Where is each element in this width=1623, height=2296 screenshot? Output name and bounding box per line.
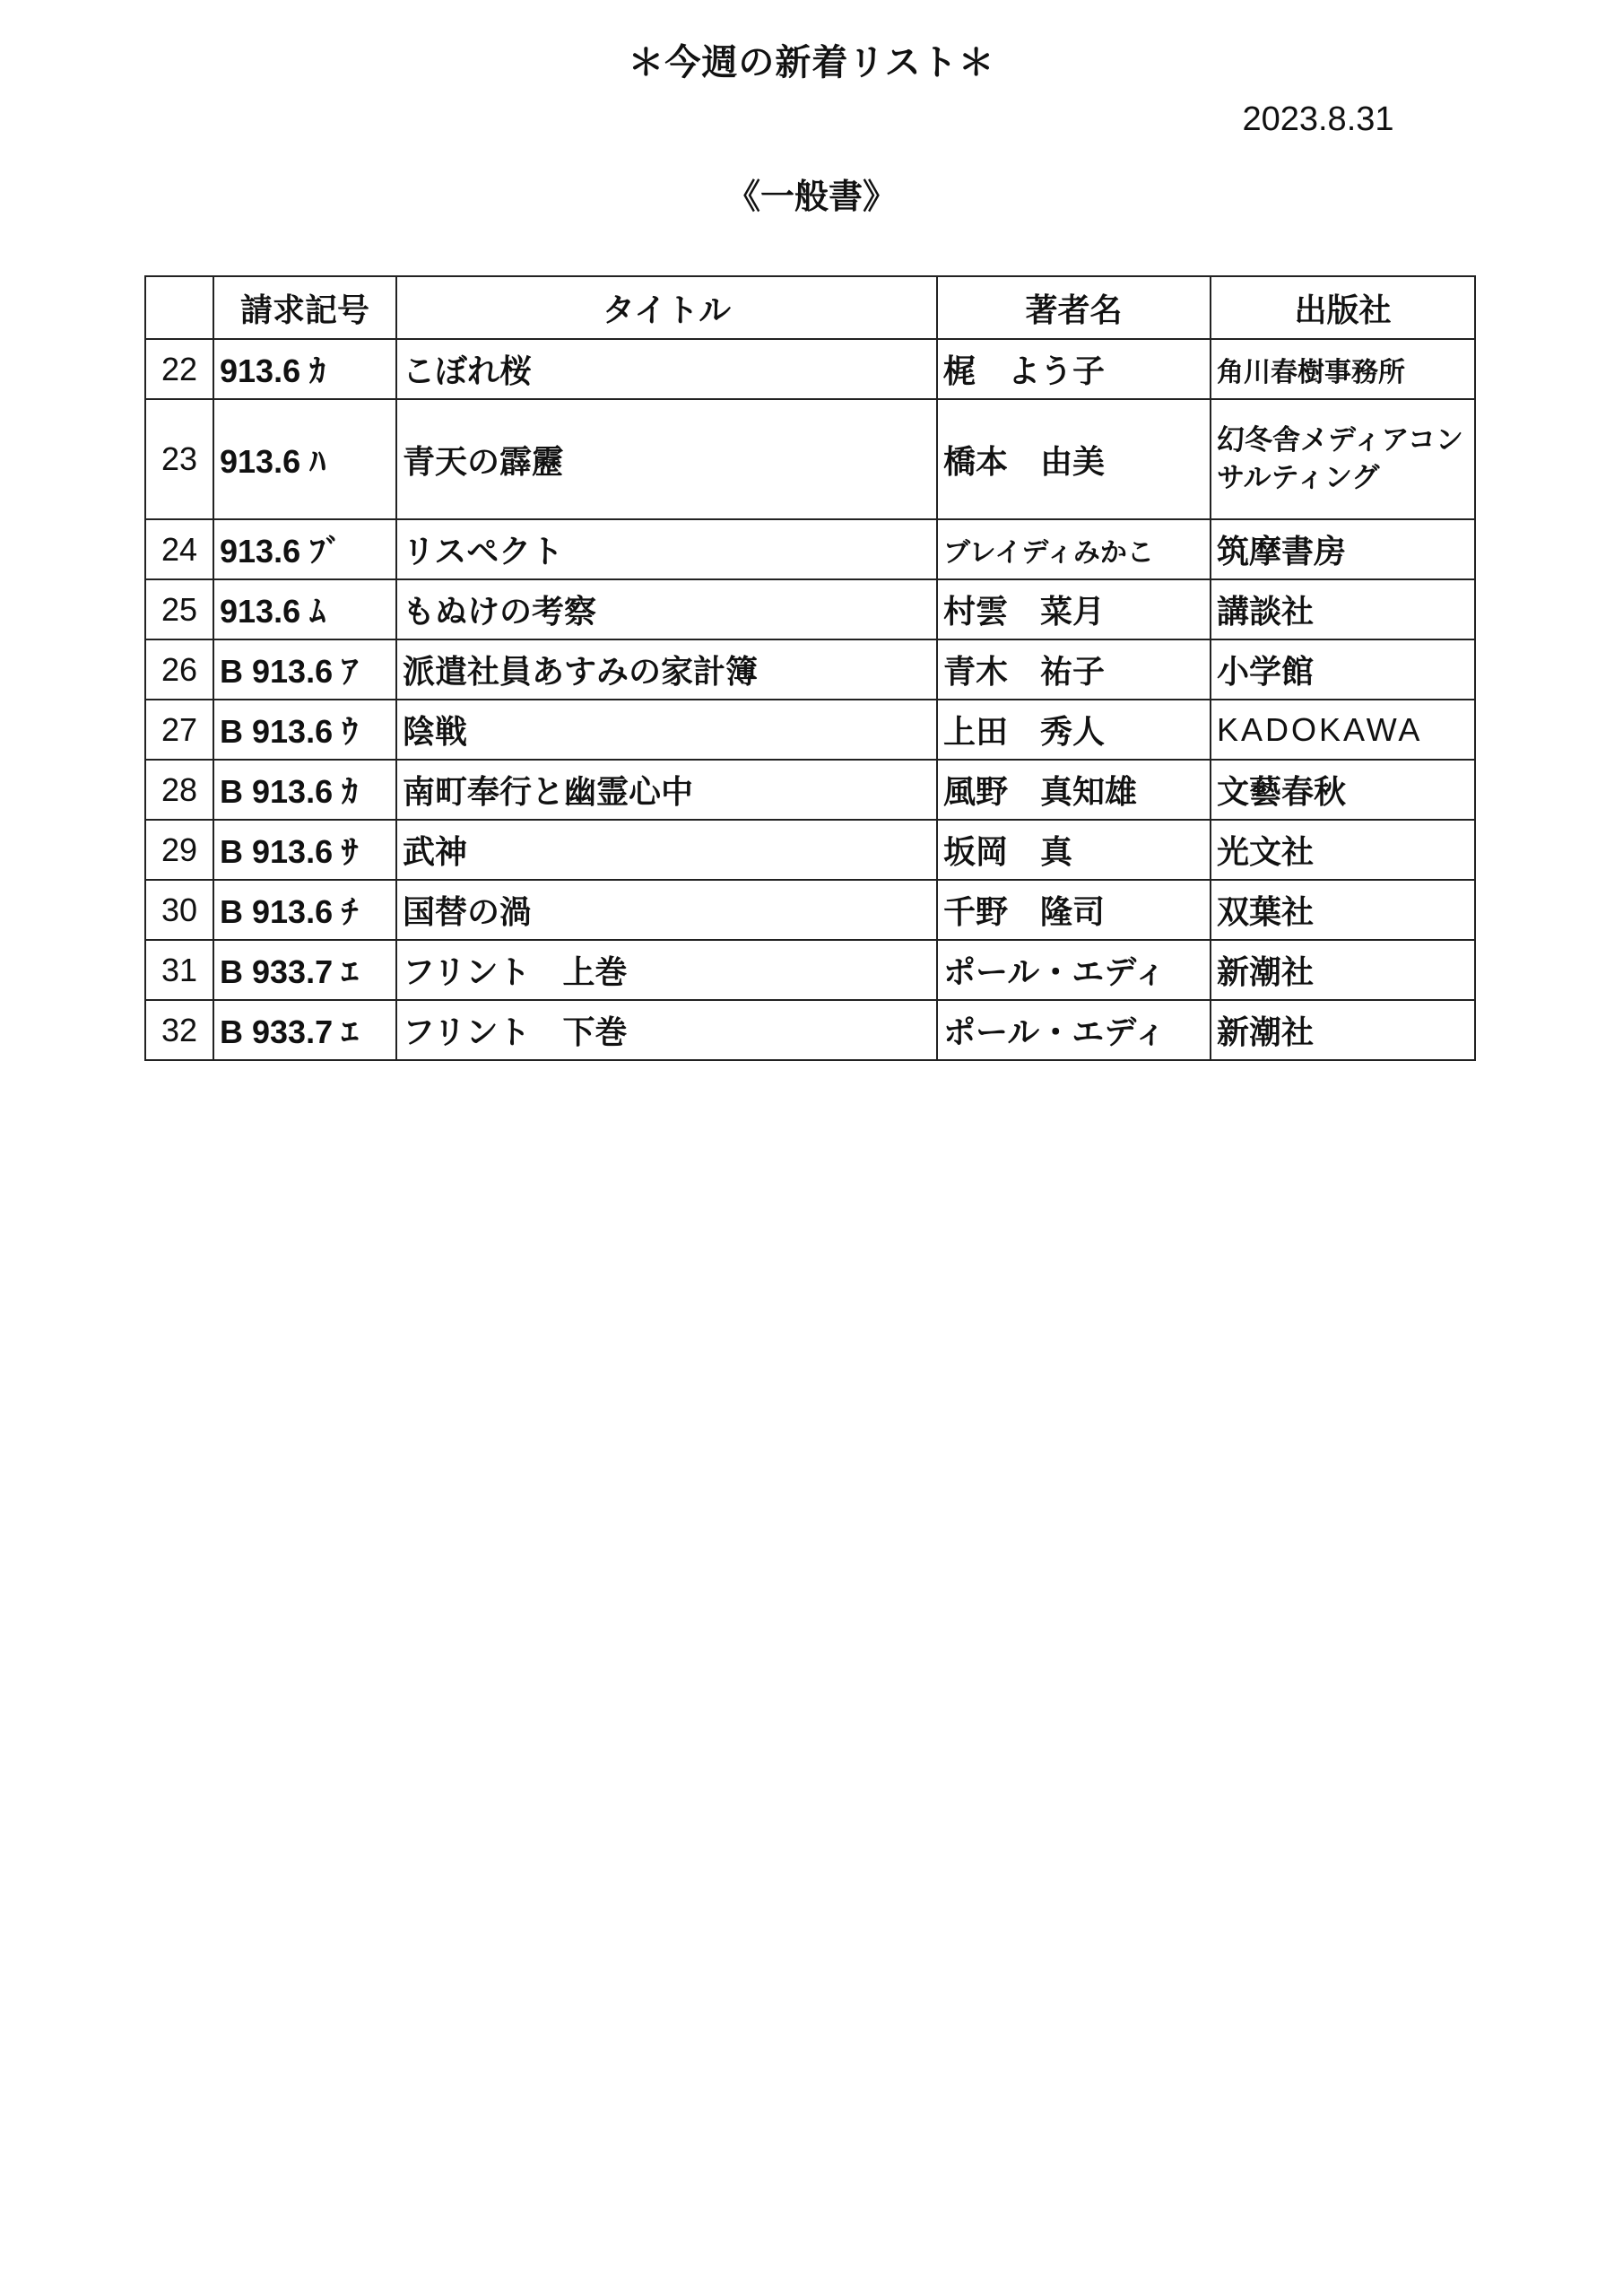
book-title: フリント 下巻	[396, 1000, 937, 1060]
call-number: B 933.7 ｴ	[213, 1000, 396, 1060]
book-title: 武神	[396, 820, 937, 880]
author-name: 村雲 菜月	[937, 579, 1211, 639]
author-name: 青木 祐子	[937, 639, 1211, 700]
row-number: 31	[145, 940, 213, 1000]
row-number: 22	[145, 339, 213, 399]
call-number: B 913.6 ｱ	[213, 639, 396, 700]
header-publisher: 出版社	[1211, 276, 1475, 339]
row-number: 25	[145, 579, 213, 639]
header-author: 著者名	[937, 276, 1211, 339]
author-name: 橋本 由美	[937, 399, 1211, 519]
author-name: 坂岡 真	[937, 820, 1211, 880]
author-name: ポール・エディ	[937, 940, 1211, 1000]
row-number: 30	[145, 880, 213, 940]
table-row	[145, 700, 1475, 760]
header-call-number: 請求記号	[213, 276, 396, 339]
call-number: 913.6 ﾑ	[213, 579, 396, 639]
author-name: 上田 秀人	[937, 700, 1211, 760]
table-row	[145, 339, 1475, 399]
call-number: B 913.6 ｳ	[213, 700, 396, 760]
header-title: タイトル	[396, 276, 937, 339]
row-number: 32	[145, 1000, 213, 1060]
publisher-name: 新潮社	[1211, 940, 1475, 1000]
call-number: 913.6 ｶ	[213, 339, 396, 399]
author-name: ブレイディみかこ	[937, 519, 1211, 579]
table-row	[145, 399, 1475, 519]
call-number: 913.6 ﾌﾞ	[213, 519, 396, 579]
book-title: こぼれ桜	[396, 339, 937, 399]
table-row	[145, 1000, 1475, 1060]
author-name: 風野 真知雄	[937, 760, 1211, 820]
list-date: 2023.8.31	[1242, 100, 1394, 138]
publisher-name: 筑摩書房	[1211, 519, 1475, 579]
book-title: フリント 上巻	[396, 940, 937, 1000]
table-row	[145, 820, 1475, 880]
publisher-name: 講談社	[1211, 579, 1475, 639]
author-name: 千野 隆司	[937, 880, 1211, 940]
publisher-name: 新潮社	[1211, 1000, 1475, 1060]
row-number: 26	[145, 639, 213, 700]
book-title: 南町奉行と幽霊心中	[396, 760, 937, 820]
book-title: 青天の霹靂	[396, 399, 937, 519]
header-num	[145, 276, 213, 339]
author-name: 梶 よう子	[937, 339, 1211, 399]
table-row	[145, 519, 1475, 579]
row-number: 28	[145, 760, 213, 820]
table-row	[145, 940, 1475, 1000]
row-number: 27	[145, 700, 213, 760]
publisher-name: 光文社	[1211, 820, 1475, 880]
call-number: B 933.7 ｴ	[213, 940, 396, 1000]
book-title: 陰戦	[396, 700, 937, 760]
row-number: 24	[145, 519, 213, 579]
new-books-table	[144, 275, 1476, 1061]
row-number: 23	[145, 399, 213, 519]
publisher-name: 文藝春秋	[1211, 760, 1475, 820]
book-title: 派遣社員あすみの家計簿	[396, 639, 937, 700]
row-number: 29	[145, 820, 213, 880]
publisher-name: 幻冬舎メディアコンサルティング	[1211, 399, 1475, 519]
table-header-row	[145, 276, 1475, 339]
author-name: ポール・エディ	[937, 1000, 1211, 1060]
book-title: もぬけの考察	[396, 579, 937, 639]
book-title: リスペクト	[396, 519, 937, 579]
publisher-name: 小学館	[1211, 639, 1475, 700]
table-row	[145, 760, 1475, 820]
page-title: ＊今週の新着リスト＊	[628, 42, 995, 83]
call-number: B 913.6 ｻ	[213, 820, 396, 880]
call-number: 913.6 ﾊ	[213, 399, 396, 519]
table-row	[145, 579, 1475, 639]
publisher-name: 双葉社	[1211, 880, 1475, 940]
call-number: B 913.6 ｶ	[213, 760, 396, 820]
table-row	[145, 639, 1475, 700]
category-heading: 《一般書》	[725, 177, 897, 216]
publisher-name: KADOKAWA	[1211, 700, 1475, 760]
table-row	[145, 880, 1475, 940]
book-title: 国替の渦	[396, 880, 937, 940]
publisher-name: 角川春樹事務所	[1211, 339, 1475, 399]
call-number: B 913.6 ﾁ	[213, 880, 396, 940]
